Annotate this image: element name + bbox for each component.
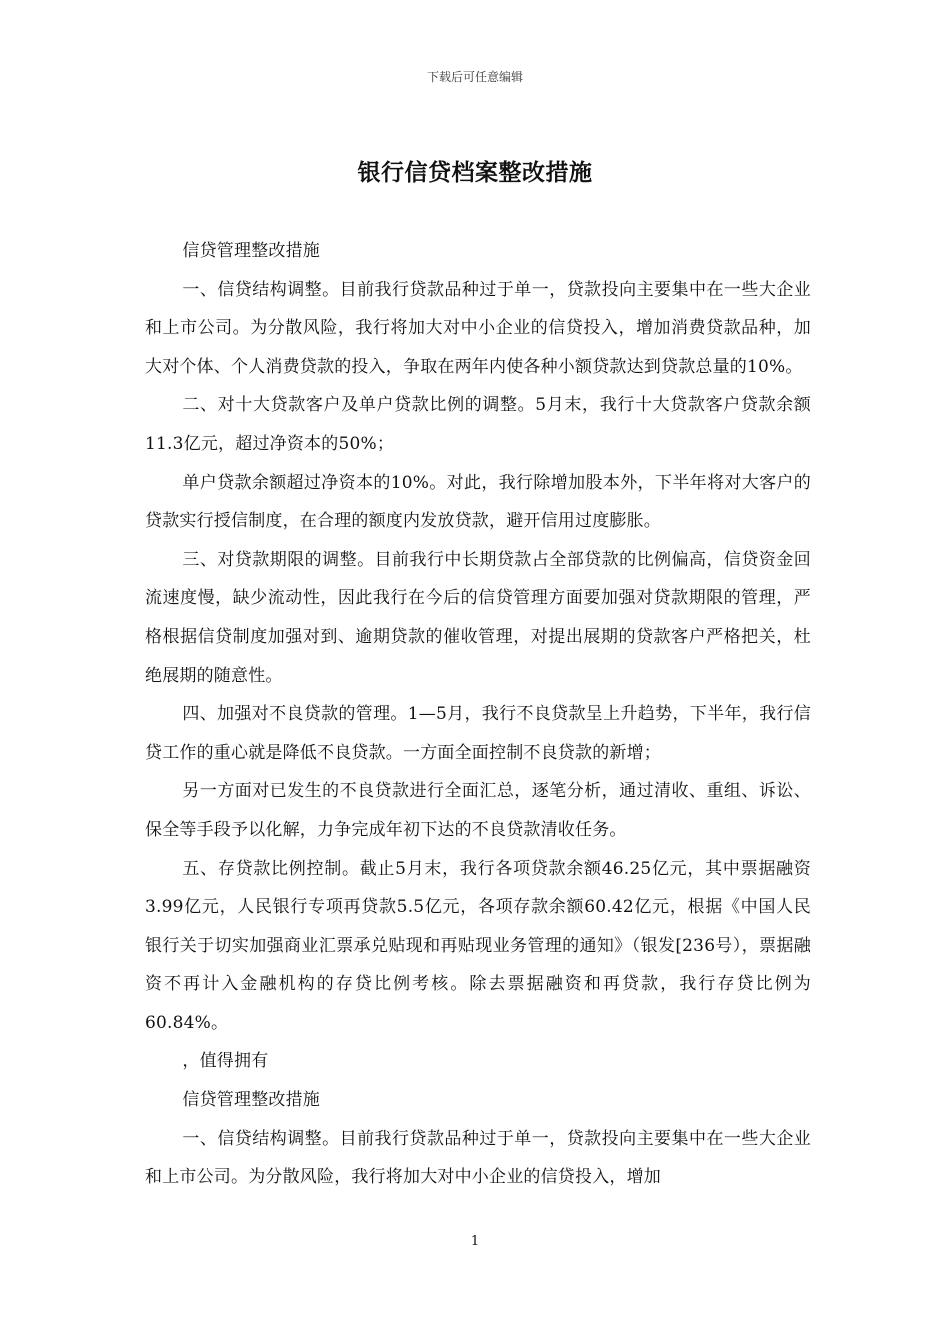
paragraph-bad-loans: 四、加强对不良贷款的管理。1—5月，我行不良贷款呈上升趋势，下半年，我行信贷工作的重心就是降低不良贷款。一方面全面控制不良贷款的新增； xyxy=(145,704,811,763)
paragraph-credit-structure-repeat: 一、信贷结构调整。目前我行贷款品种过于单一，贷款投向主要集中在一些大企业和上市公司。为分散风险，我行将加大对中小企业的信贷投入，增加 xyxy=(145,1128,811,1188)
page-header-note: 下载后可任意编辑 xyxy=(426,70,523,84)
paragraph-single-client-ratio: 单户贷款余额超过净资本的10%。对此，我行除增加股本外，下半年将对大客户的贷款实行授信制度，在合理的额度内发放贷款，避开信用过度膨胀。 xyxy=(145,472,811,532)
page-number: 1 xyxy=(470,1234,480,1249)
paragraph-credit-structure: 一、信贷结构调整。目前我行贷款品种过于单一，贷款投向主要集中在一些大企业和上市公司。为分散风险，我行将加大对中小企业的信贷投入，增加消费贷款品种，加大对个体、个人消费贷款的投入，争取在两年内使各种小额贷款达到贷款总量的10%。 xyxy=(145,279,811,377)
document-body xyxy=(145,232,811,1197)
paragraph-top-ten-clients: 二、对十大贷款客户及单户贷款比例的调整。5月末，我行十大贷款客户贷款余额11.3亿元，超过净资本的50%； xyxy=(145,395,811,454)
paragraph-section-heading-repeat: 信贷管理整改措施 xyxy=(182,1090,320,1111)
paragraph-worth-having: ，值得拥有 xyxy=(182,1051,269,1072)
paragraph-loan-term: 三、对贷款期限的调整。目前我行中长期贷款占全部贷款的比例偏高，信贷资金回流速度慢，缺少流动性，因此我行在今后的信贷管理方面要加强对贷款期限的管理，严格根据信贷制度加强对到、逾期贷款的催收管理，对提出展期的贷款客户严格把关，杜绝展期的随意性。 xyxy=(145,549,811,686)
document-title: 银行信贷档案整改措施 xyxy=(357,159,593,186)
paragraph-deposit-loan-ratio: 五、存贷款比例控制。截止5月末，我行各项贷款余额46.25亿元，其中票据融资3.99亿元，人民银行专项再贷款5.5亿元，各项存款余额60.42亿元，根据《中国人民银行关于切实加强商业汇票承兑贴现和再贴现业务管理的通知》（银发[236号），票据融资不再计入金融机构的存贷比例考核。除去票据融资和再贷款，我行存贷比例为60.84%。 xyxy=(145,858,811,1033)
paragraph-bad-loan-recovery: 另一方面对已发生的不良贷款进行全面汇总，逐笔分析，通过清收、重组、诉讼、保全等手段予以化解，力争完成年初下达的不良贷款清收任务。 xyxy=(145,781,811,840)
paragraph-section-heading: 信贷管理整改措施 xyxy=(182,241,320,261)
